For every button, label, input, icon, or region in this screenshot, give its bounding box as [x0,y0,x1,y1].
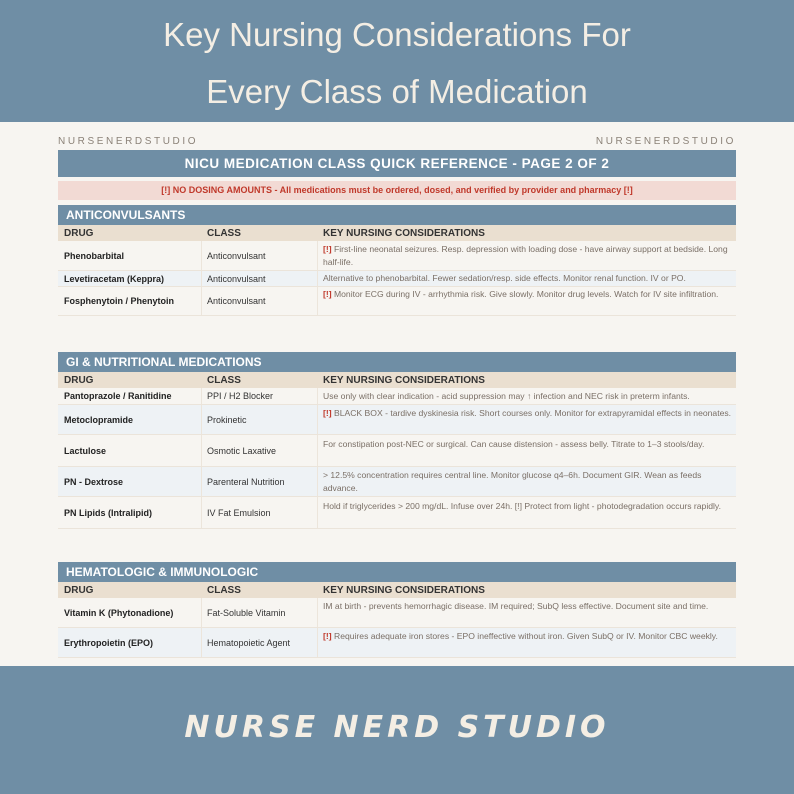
bottom-banner [0,666,794,794]
col-considerations: KEY NURSING CONSIDERATIONS [323,585,485,596]
col-drug: DRUG [64,228,94,239]
brand-watermark-left: NURSENERDSTUDIO [58,136,199,147]
alert-flag: [!] [323,289,332,299]
table-row [58,435,736,467]
note-text: Alternative to phenobarbital. Fewer sedation/resp. side effects. Monitor renal function. IV or PO. [323,273,686,283]
col-drug: DRUG [64,375,94,386]
drug-class: PPI / H2 Blocker [207,391,274,401]
drug-class: Anticonvulsant [207,274,266,284]
nursing-note [323,438,733,451]
banner-title-line1: Key Nursing Considerations For [163,16,631,53]
drug-name: Levetiracetam (Keppra) [64,274,165,284]
drug-name: PN Lipids (Intralipid) [64,508,152,518]
note-text: Hold if triglycerides > 200 mg/dL. Infuse over 24h. [!] Protect from light - photodegradation occurs rapidly. [323,501,721,511]
table-row [58,388,736,405]
reference-sheet [0,122,794,666]
table-row [58,287,736,316]
col-class: CLASS [207,228,241,239]
drug-name: Metoclopramide [64,415,134,425]
col-considerations: KEY NURSING CONSIDERATIONS [323,375,485,386]
column-headers [58,582,736,598]
section-title: ANTICONVULSANTS [58,205,736,225]
drug-class: Hematopoietic Agent [207,638,291,648]
note-text: BLACK BOX - tardive dyskinesia risk. Short courses only. Monitor for extrapyramidal effects in neonates. [331,408,732,418]
drug-name: Erythropoietin (EPO) [64,638,154,648]
section-title: GI & NUTRITIONAL MEDICATIONS [58,352,736,372]
section-gi-nutritional [58,352,736,529]
nursing-note [323,469,733,495]
col-class: CLASS [207,375,241,386]
nursing-note [323,500,733,513]
alert-flag: [!] [323,631,332,641]
column-headers [58,372,736,388]
note-text: Use only with clear indication - acid suppression may ↑ infection and NEC risk in preterm infants. [323,391,690,401]
table-row [58,241,736,271]
col-considerations: KEY NURSING CONSIDERATIONS [323,228,485,239]
nursing-note [323,243,733,269]
nursing-note [323,600,733,613]
col-drug: DRUG [64,585,94,596]
nursing-note [323,630,733,643]
column-headers [58,225,736,241]
sheet-title: NICU MEDICATION CLASS QUICK REFERENCE - PAGE 2 OF 2 [58,150,736,177]
table-row [58,405,736,435]
note-text: IM at birth - prevents hemorrhagic disease. IM required; SubQ less effective. Document site and time. [323,601,709,611]
brand-watermark-right: NURSENERDSTUDIO [595,136,736,147]
drug-class: Fat-Soluble Vitamin [207,608,286,618]
note-text: > 12.5% concentration requires central line. Monitor glucose q4–6h. Document GIR. Wean as feeds advance. [323,470,702,493]
section-anticonvulsants [58,205,736,316]
section-hematologic-immunologic [58,562,736,658]
drug-name: Vitamin K (Phytonadione) [64,608,174,618]
table-row [58,497,736,529]
table-row [58,628,736,658]
col-class: CLASS [207,585,241,596]
nursing-note [323,390,733,403]
note-text: For constipation post-NEC or surgical. Can cause distension - assess belly. Titrate to 1–3 stools/day. [323,439,705,449]
studio-logo-text: NURSE NERD STUDIO [184,710,610,745]
drug-class: Prokinetic [207,415,247,425]
banner-title-line2: Every Class of Medication [206,73,588,110]
top-banner [0,0,794,122]
dosing-warning: [!] NO DOSING AMOUNTS - All medications must be ordered, dosed, and verified by provider and pharmacy [!] [58,181,736,200]
table-row [58,271,736,287]
drug-class: Osmotic Laxative [207,446,277,456]
nursing-note [323,272,733,285]
drug-class: Parenteral Nutrition [207,477,285,487]
nursing-note [323,288,733,301]
drug-class: IV Fat Emulsion [207,508,271,518]
section-title: HEMATOLOGIC & IMMUNOLOGIC [58,562,736,582]
note-text: First-line neonatal seizures. Resp. depression with loading dose - have airway support at bedside. Long half-life. [323,244,728,267]
drug-class: Anticonvulsant [207,296,266,306]
drug-name: Phenobarbital [64,251,125,261]
drug-class: Anticonvulsant [207,251,266,261]
table-row [58,598,736,628]
drug-name: Lactulose [64,446,107,456]
nursing-note [323,407,733,420]
note-text: Requires adequate iron stores - EPO ineffective without iron. Given SubQ or IV. Monitor CBC weekly. [331,631,718,641]
alert-flag: [!] [323,408,332,418]
drug-name: Fosphenytoin / Phenytoin [64,296,174,306]
table-row [58,467,736,497]
note-text: Monitor ECG during IV - arrhythmia risk. Give slowly. Monitor drug levels. Watch for IV site infiltration. [331,289,719,299]
alert-flag: [!] [323,244,332,254]
drug-name: Pantoprazole / Ranitidine [64,391,172,401]
drug-name: PN - Dextrose [64,477,124,487]
